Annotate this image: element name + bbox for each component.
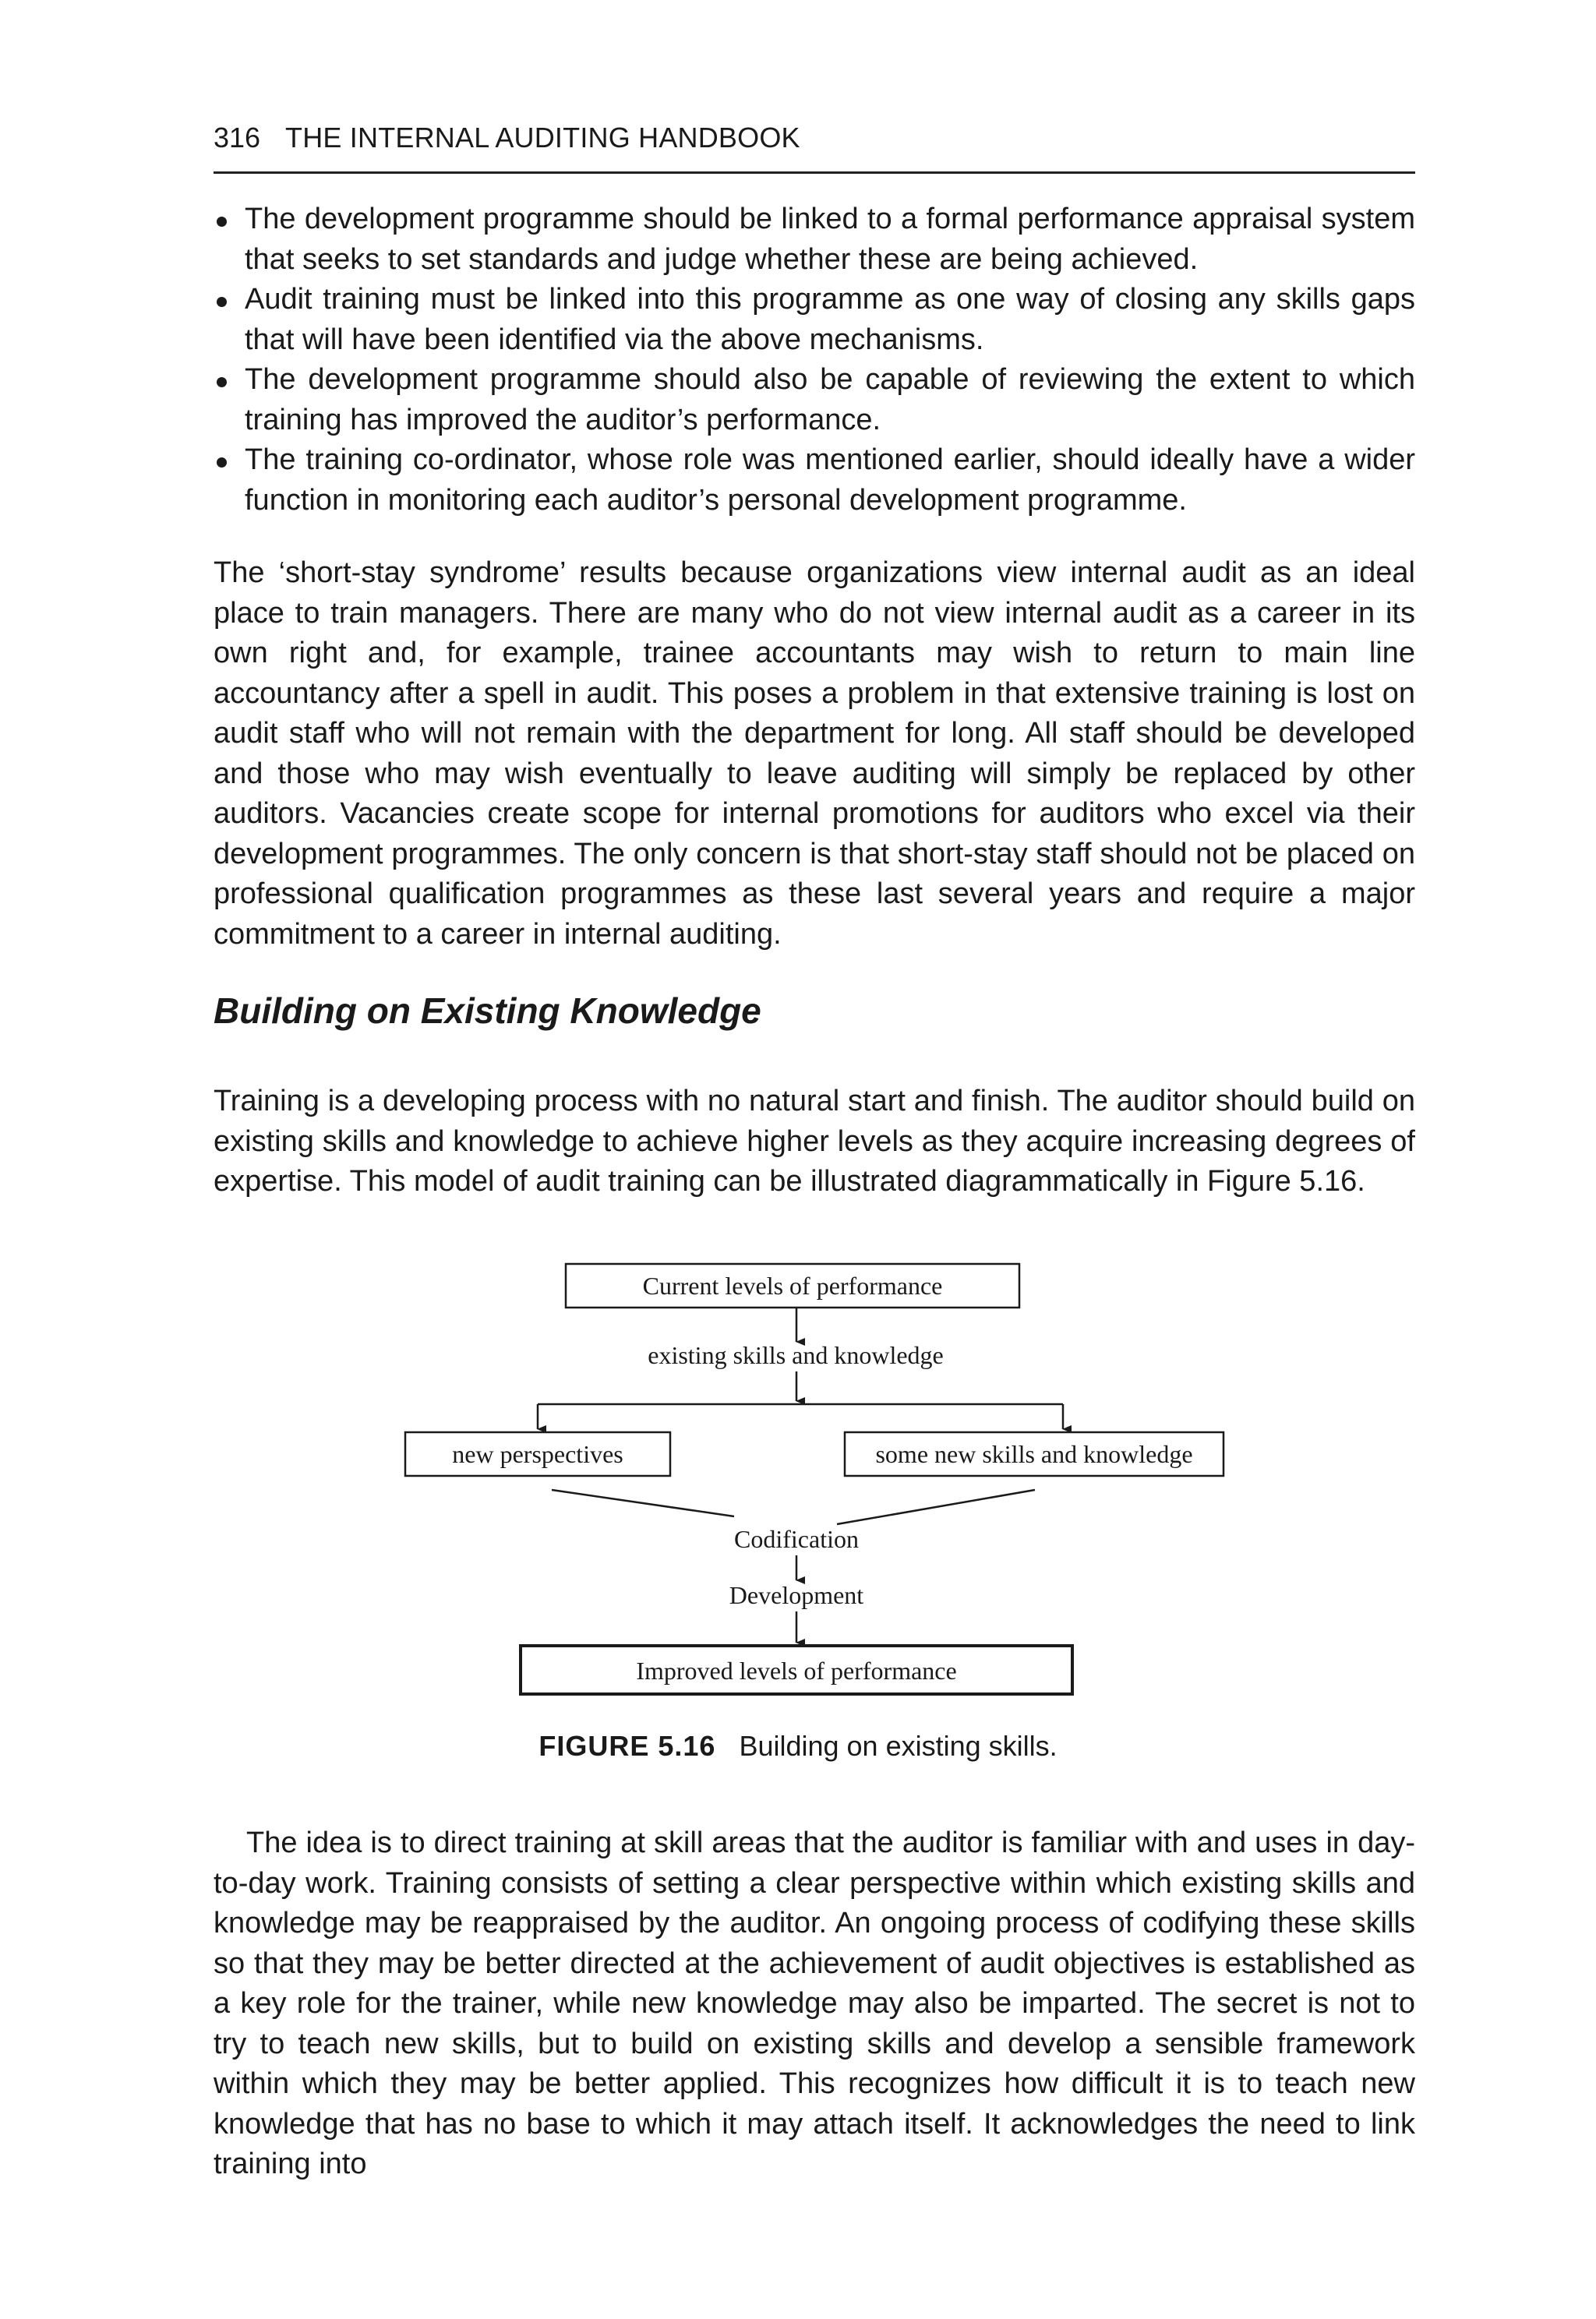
- bullet-icon: [217, 457, 227, 468]
- paragraph-idea: The idea is to direct training at skill areas that the auditor is familiar with and uses in day-to-day work. Training consists of setting a clear perspective within which existing skills and knowledge may be reappraised by the auditor. An ongoing process of codifying these skills so that they may be better directed at the achievement of audit objectives is established as a key role for the trainer, while new knowledge may also be imparted. The secret is not to try to teach new skills, but to build on existing skills and develop a sensible framework within which they may be better applied. This recognizes how difficult it is to teach new knowledge that has no base to which it may attach itself. It acknowledges the need to link training into: [214, 1827, 1415, 2180]
- improved-levels-label: Improved levels of performance: [636, 1657, 957, 1685]
- running-title: THE INTERNAL AUDITING HANDBOOK: [285, 122, 800, 154]
- bullet-icon: [217, 377, 227, 387]
- converge-line-left: [552, 1490, 734, 1516]
- figure-caption: [0, 1730, 1596, 1763]
- figure-caption-label: FIGURE 5.16: [538, 1730, 716, 1762]
- codification-label: Codification: [734, 1525, 859, 1553]
- figure-caption-text: Building on existing skills.: [739, 1730, 1058, 1762]
- paragraph-short-stay: The ‘short-stay syndrome’ results because organizations view internal audit as an ideal place to train managers. There are many who do not view internal audit as a career in its own right and, for example, trainee accountants may wish to return to main line accountancy after a spell in audit. This poses a problem in that extensive training is lost on audit staff who will not remain with the department for long. All staff should be developed and those who may wish eventually to leave auditing will simply be replaced by other auditors. Vacancies create scope for internal promotions for auditors who excel via their development programmes. The only concern is that short-stay staff should not be placed on professional qualification programmes as these last several years and require a major commitment to a career in internal auditing.: [214, 556, 1415, 951]
- section-heading: Building on Existing Knowledge: [214, 990, 761, 1031]
- list-item: The development programme should be linked to a formal performance appraisal system that seeks to set standards and judge whether these are being achieved.: [214, 199, 1415, 280]
- page-number: 316: [214, 122, 261, 154]
- bullet-list: [214, 199, 1415, 521]
- new-perspectives-label: new perspectives: [452, 1440, 623, 1468]
- paragraph-intro: Training is a developing process with no natural start and finish. The auditor should build on existing skills and knowledge to achieve higher levels as they acquire increasing degrees of expertise. This model of audit training can be illustrated diagrammatically in Figure 5.16.: [214, 1085, 1415, 1198]
- bullet-icon: [217, 217, 227, 227]
- list-item: Audit training must be linked into this programme as one way of closing any skills gaps that will have been identified via the above mechanisms.: [214, 280, 1415, 360]
- current-levels-label: Current levels of performance: [642, 1272, 943, 1300]
- development-label: Development: [729, 1581, 864, 1609]
- converge-line-right: [837, 1490, 1035, 1524]
- list-item: The training co-ordinator, whose role was mentioned earlier, should ideally have a wider function in monitoring each auditor’s personal development programme.: [214, 440, 1415, 521]
- list-item: The development programme should also be capable of reviewing the extent to which training has improved the auditor’s performance.: [214, 360, 1415, 440]
- page-header: [214, 117, 1415, 174]
- figure-diagram: [0, 1247, 1596, 1745]
- existing-skills-label: existing skills and knowledge: [648, 1341, 944, 1369]
- new-skills-label: some new skills and knowledge: [875, 1440, 1193, 1468]
- bullet-icon: [217, 297, 227, 307]
